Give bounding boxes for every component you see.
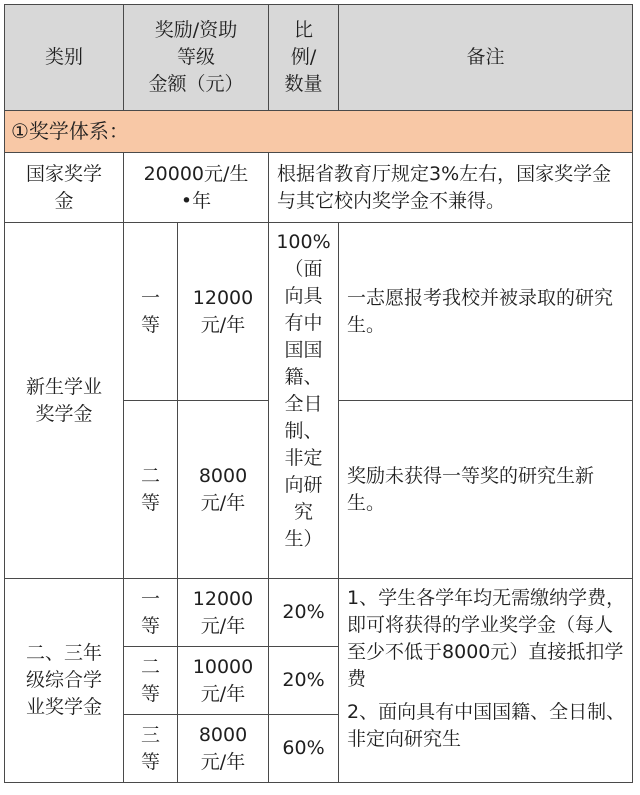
senior-level-3: 三 等 [124, 715, 178, 783]
senior-level-2: 二 等 [124, 647, 178, 715]
senior-amount-1: 12000 元/年 [178, 579, 269, 647]
senior-ratio-2: 20% [269, 647, 339, 715]
senior-row-1 [5, 579, 633, 647]
header-remark: 备注 [339, 5, 633, 111]
section-row [5, 111, 633, 153]
senior-name: 二、三年 级综合学 业奖学金 [5, 579, 124, 783]
header-category: 类别 [5, 5, 124, 111]
national-name: 国家奖学 金 [5, 153, 124, 223]
senior-remark-2: 2、面向具有中国国籍、全日制、非定向研究生 [347, 701, 626, 750]
senior-remarks [339, 579, 633, 783]
freshman-amount-1: 12000 元/年 [178, 223, 269, 401]
freshman-amount-2: 8000 元/年 [178, 401, 269, 579]
senior-amount-2: 10000 元/年 [178, 647, 269, 715]
freshman-row-1 [5, 223, 633, 401]
freshman-remark-2: 奖励未获得一等奖的研究生新生。 [339, 401, 633, 579]
freshman-level-1: 一 等 [124, 223, 178, 401]
freshman-name: 新生学业 奖学金 [5, 223, 124, 579]
freshman-remark-1: 一志愿报考我校并被录取的研究生。 [339, 223, 633, 401]
national-amount: 20000元/生 •年 [124, 153, 269, 223]
header-amount: 奖励/资助 等级 金额（元） [124, 5, 269, 111]
senior-amount-3: 8000 元/年 [178, 715, 269, 783]
scholarship-table [4, 4, 633, 783]
freshman-ratio: 100% （面 向具 有中 国国 籍、 全日 制、 非定 向研 究 生） [269, 223, 339, 579]
freshman-level-2: 二 等 [124, 401, 178, 579]
national-remark: 根据省教育厅规定3%左右，国家奖学金与其它校内奖学金不兼得。 [269, 153, 633, 223]
header-ratio: 比 例/ 数量 [269, 5, 339, 111]
senior-level-1: 一 等 [124, 579, 178, 647]
national-row [5, 153, 633, 223]
senior-ratio-1: 20% [269, 579, 339, 647]
senior-ratio-3: 60% [269, 715, 339, 783]
section-title: ①奖学体系： [5, 111, 633, 153]
senior-remark-1: 1、学生各学年均无需缴纳学费，即可将获得的学业奖学金（每人至少不低于8000元）直接抵扣学费 [347, 587, 626, 690]
header-row [5, 5, 633, 111]
